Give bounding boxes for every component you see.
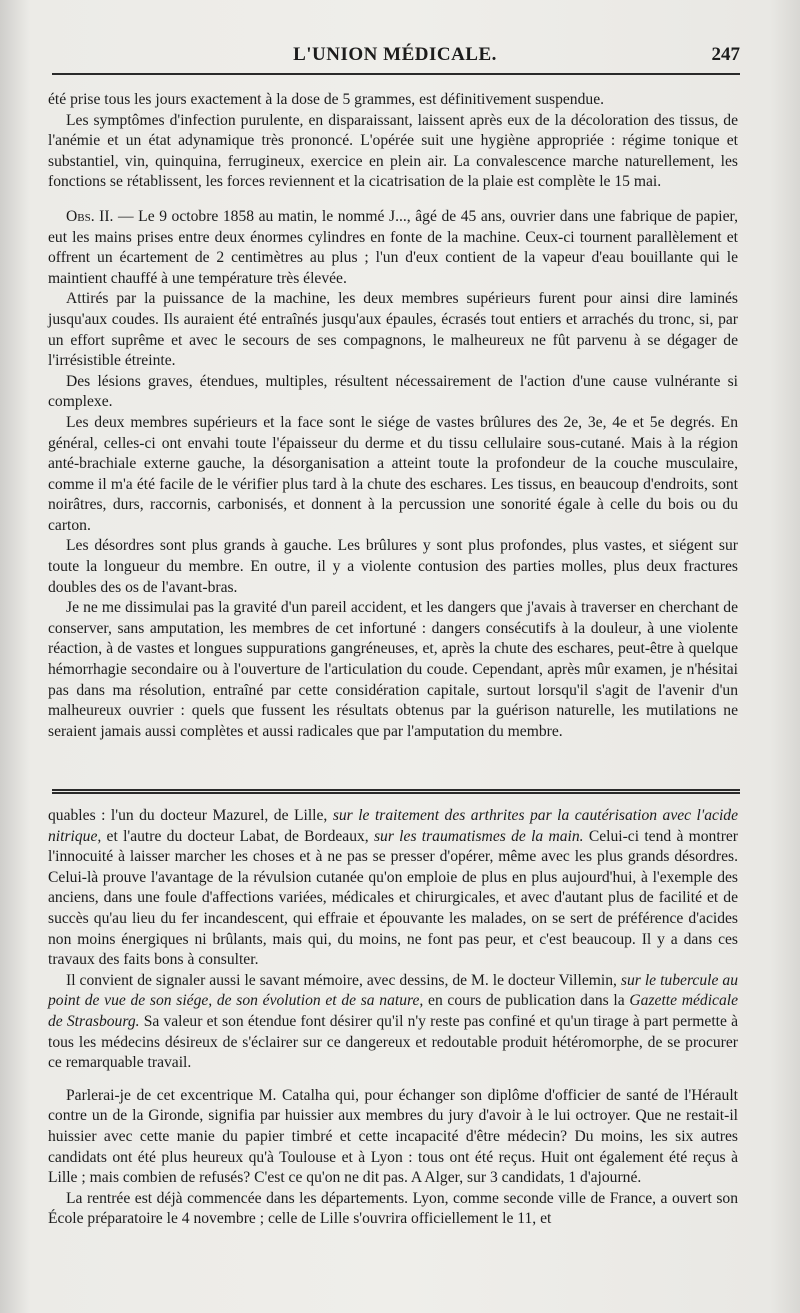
text-run: Sa valeur et son étendue font désirer qu'il n'y reste pas confiné et qu'un tirage à part permette à tous les médecins désireux de s'éclairer sur ce dangereux et redoutable produit hétéromorphe, de se procurer ce remarquable travail. — [48, 1012, 738, 1072]
paragraph — [48, 806, 738, 971]
paragraph — [48, 971, 738, 1074]
paragraph: Parlerai-je de cet excentrique M. Catalha qui, pour échanger son diplôme d'officier de santé de l'Hérault contre un de la Gironde, signifia par huissier aux membres du jury d'avoir à le lui octroyer. Que ne restait-il huissier avec cette manie du papier timbré et cette incapacité d'être médecin? Du moins, les six autres candidats ont été plus heureux qu'à Toulouse et à Lyon : tous ont été reçus. Huit ont également été reçus à Lille ; mais combien de refusés? C'est ce qu'on ne dit pas. A Alger, sur 3 candidats, 1 d'ajourné. — [48, 1086, 738, 1187]
page-header — [50, 40, 740, 70]
feuilleton-separator — [52, 789, 740, 794]
italic-title: sur le tubercule au point de vue de son siége, de son évolution et de sa nature, — [48, 971, 738, 1010]
paragraph: Les deux membres supérieurs et la face sont le siége de vastes brûlures des 2e, 3e, 4e et 5e degrés. En général, celles-ci ont envahi toute l'épaisseur du derme et du tissu cellulaire sous-cutané. Mais à la région anté-brachiale externe gauche, la désorganisation a atteint toute la profondeur de la couche musculaire, comme il m'a été facile de le vérifier plus tard à la chute des eschares. Les tissus, en beaucoup d'endroits, sont noirâtres, durs, raccornis, carbonisés, et donnent à la percussion une sonorité égale à celle du bois ou du carton. — [48, 413, 738, 534]
observation-paragraph — [48, 207, 738, 289]
text-run: Celui-ci tend à montrer l'innocuité à laisser marcher les choses et à ne pas se presser d'opérer, même avec les plus grands désordres. Celui-là prouve l'avantage de la révulsion cutanée qu'on emploie de plus en plus aujourd'hui, à l'exemple des anciens, dans une foule d'affections variées, médicales et chirurgicales, et avec d'autant plus de facilité et de succès qu'au lieu du fer incandescent, qui effraie et épouvante les malades, on se sert de préférence d'acides non moins énergiques ni brûlants, mais qui, du moins, ne font pas peur, et c'est beaucoup. Il y a dans ces travaux des faits bons à consulter. — [48, 827, 738, 969]
text-run: quables : l'un du docteur Mazurel, de Lille, — [48, 807, 333, 824]
paragraph: Des lésions graves, étendues, multiples, résultent nécessairement de l'action d'une cause vulnérante si complexe. — [48, 372, 738, 411]
header-rule — [52, 73, 740, 75]
running-title: L'UNION MÉDICALE. — [293, 44, 497, 65]
text-run: Il convient de signaler aussi le savant mémoire, avec dessins, de M. le docteur Villemin, — [66, 971, 621, 989]
page-number: 247 — [711, 44, 740, 65]
text-run: en cours de publication dans la — [423, 992, 630, 1010]
paragraph: été prise tous les jours exactement à la dose de 5 grammes, est définitivement suspendue. — [48, 91, 605, 108]
paragraph: Les désordres sont plus grands à gauche. Les brûlures y sont plus profondes, plus vastes, et siégent sur toute la longueur du membre. En outre, il y a violente contusion des parties molles, plus deux fractures doubles des os de l'avant-bras. — [48, 537, 738, 596]
italic-title: sur le traitement des arthrites par la cautérisation avec l'acide nitrique, — [48, 807, 738, 845]
paragraph: Attirés par la puissance de la machine, les deux membres supérieurs furent pour ainsi dire laminés jusqu'aux coudes. Ils auraient été entraînés jusqu'aux épaules, écrasés tout entiers et arrachés du tronc, si, par un effort suprême et avec le secours de ses compagnons, le malheureux ne fût parvenu à se dégager de l'irrésistible étreinte. — [48, 290, 738, 370]
observation-text: — Le 9 octobre 1858 au matin, le nommé J..., âgé de 45 ans, ouvrier dans une fabrique de papier, eut les mains prises entre deux énormes cylindres en fonte de la machine. Ceux-ci tournent parallèlement et offrent un écartement de 2 centimètres au plus ; l'un d'eux contient de la vapeur d'eau bouillante qui le maintient chauffé à une température très élevée. — [48, 207, 738, 287]
italic-title: Gazette médicale de Strasbourg. — [48, 992, 739, 1030]
paragraph: Les symptômes d'infection purulente, en disparaissant, laissent après eux de la décoloration des tissus, de l'anémie et un état adynamique très prononcé. L'opérée suit une hygiène appropriée : régime tonique et substantiel, vin, quinquina, ferrugineux, exercice en plein air. La convalescence marche naturellement, les fonctions se rétablissent, les forces reviennent et la cicatrisation de la plaie est complète le 15 mai. — [48, 111, 738, 191]
spacer — [48, 1074, 738, 1086]
observation-label: Obs. II. — [66, 207, 114, 225]
text-run: et l'autre du docteur Labat, de Bordeaux, — [101, 827, 374, 845]
italic-title: sur les traumatismes de la main. — [373, 827, 584, 845]
feuilleton-section — [48, 806, 738, 1230]
article-upper — [48, 90, 738, 742]
paragraph: La rentrée est déjà commencée dans les départements. Lyon, comme seconde ville de France, a ouvert son École préparatoire le 4 novembre ; celle de Lille s'ouvrira officiellement le 11, et — [48, 1189, 738, 1228]
paragraph: Je ne me dissimulai pas la gravité d'un pareil accident, et les dangers que j'avais à traverser en cherchant de conserver, sans amputation, les membres de cet infortuné : dangers consécutifs à la douleur, à une violente réaction, à de vastes et longues suppurations gangréneuses, et, après la chute des eschares, peut-être à quelque hémorrhagie secondaire ou à l'ouverture de l'articulation du coude. Cependant, après mûr examen, je n'hésitai pas dans ma résolution, entraîné par cette considération capitale, surtout lorsqu'il s'agit de l'avenir d'un malheureux ouvrier : quels que fussent les résultats obtenus par la guérison naturelle, les mutilations ne seraient jamais aussi complètes et aussi radicales que par l'amputation du membre. — [48, 599, 738, 740]
